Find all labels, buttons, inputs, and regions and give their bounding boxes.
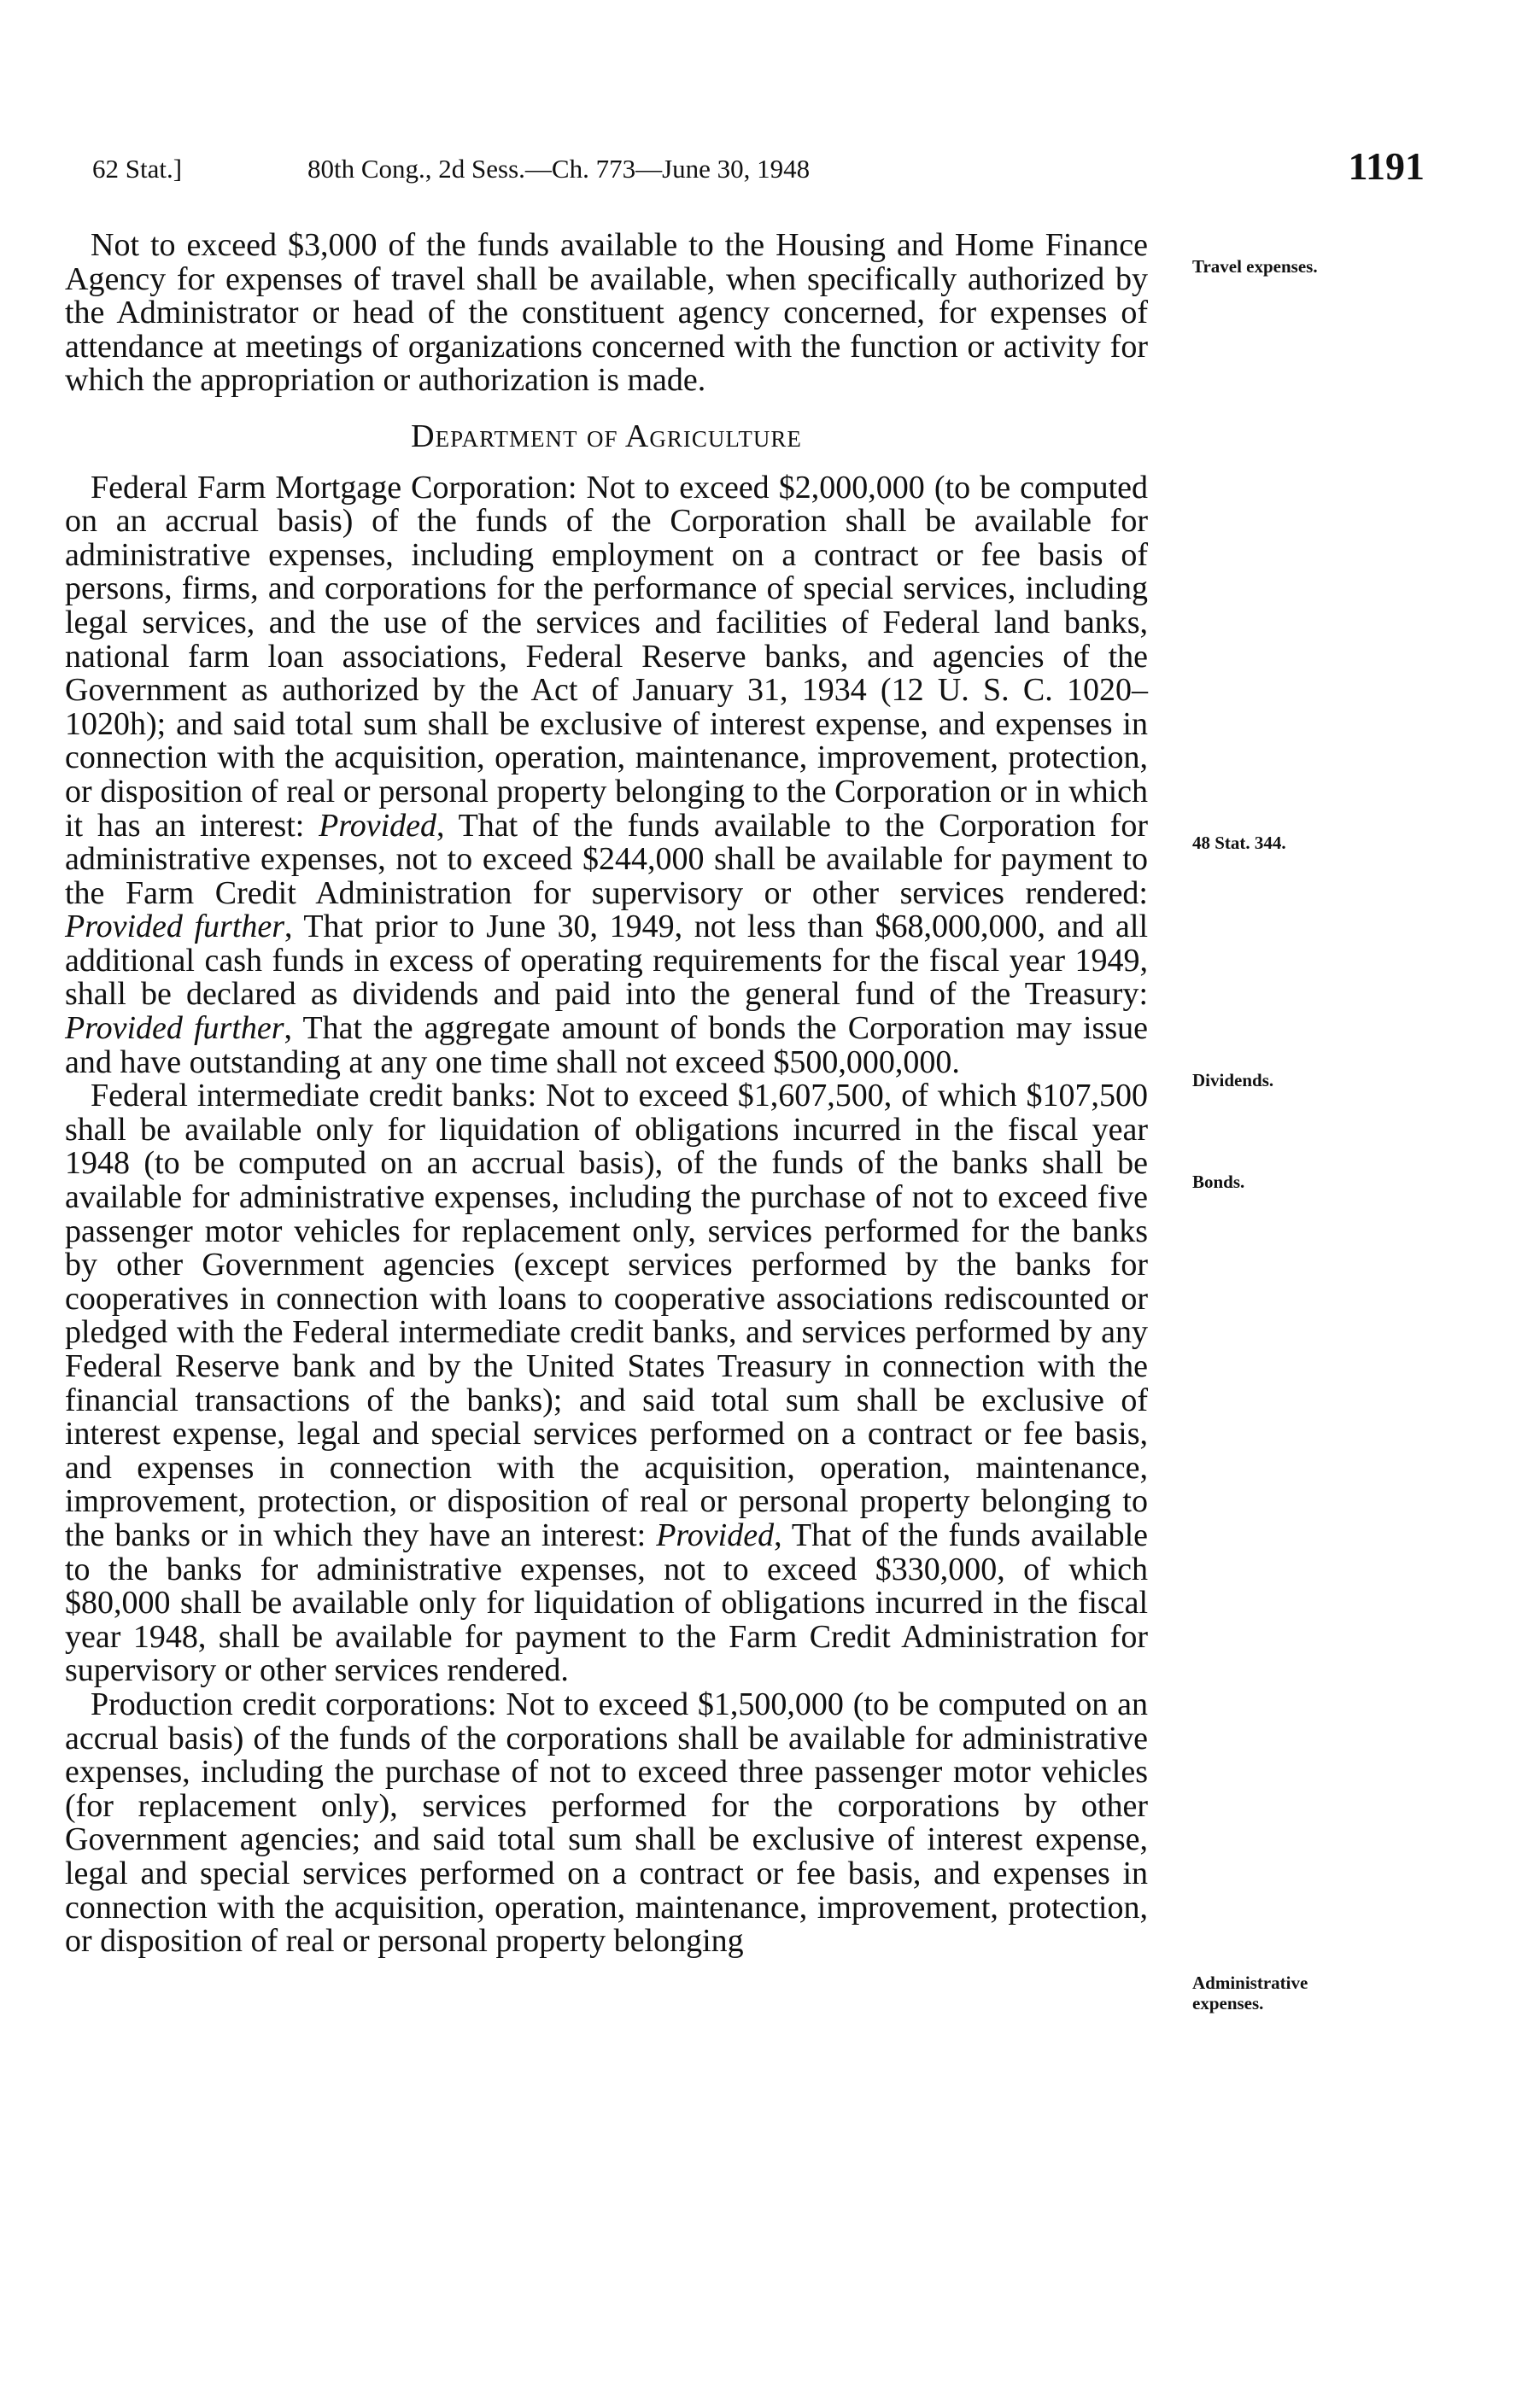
paragraph-production-credit-corporations: Production credit corporations: Not to exceed $1,500,000 (to be computed on an accrual basis) of the funds of the corporations shall be available for administrative expenses, including the purchase of not to exceed three passenger motor vehicles (for replacement only), services performed for the corporations by other Government agencies; and said total sum shall be exclusive of interest expense, legal and special services performed on a contract or fee basis, and expenses in connection with the acquisition, operation, maintenance, improvement, protection, or disposition of real or personal property belonging [65,1686,1148,1960]
section-heading: Department of Agriculture [411,418,802,454]
margin-note-statute-citation: 48 Stat. 344. [1192,833,1286,853]
paragraph-text: , That prior to June 30, 1949, not less than $68,000,000, and all additional cash funds in excess of operating requirements for the fiscal year 1949, shall be declared as dividends and paid into the general fund of the Treasury: [65,909,1148,1013]
margin-note-dividends: Dividends. [1192,1070,1274,1090]
paragraph-text: Federal intermediate credit banks: Not to exceed $1,607,500, of which $107,500 shall be available only for liquidation of obligations incurred in the fiscal year 1948 (to be computed on an accrual basis), of the funds of the banks shall be available for administrative expenses, including the purchase of not to exceed five passenger motor vehicles for replacement only, services performed for the banks by other Government agencies (except services performed by the banks for cooperatives in connection with loans to cooperative associations rediscounted or pledged with the Federal intermediate credit banks, and services performed by any Federal Reserve bank and by the United States Treasury in connection with the financial transactions of the banks); and said total sum shall be exclusive of interest expense, legal and special services performed on a contract or fee basis, and expenses in connection with the acquisition, operation, maintenance, improvement, protection, or disposition of real or personal property belonging to the banks or in which they have an interest: [65,1078,1148,1553]
margin-note-bonds: Bonds. [1192,1172,1245,1192]
paragraph-federal-farm-mortgage-corporation [65,471,1148,1080]
margin-note-travel-expenses: Travel expenses. [1192,256,1318,277]
statute-reference: 62 Stat.] [92,154,183,184]
proviso-label: Provided further [65,909,285,945]
page-number: 1191 [1348,144,1425,188]
main-text-column [65,229,1148,1959]
proviso-label: Provided further [65,1010,284,1047]
margin-note-administrative-expenses: Administrative expenses. [1192,1973,1308,2013]
paragraph-text: Federal Farm Mortgage Corporation: Not to exceed $2,000,000 (to be computed on an accrual basis) of the funds of the Corporation shall be available for administrative expenses, including employment on a contract or fee basis of persons, firms, and corporations for the performance of special services, including legal services, and the use of the services and facilities of Federal land banks, national farm loan associations, Federal Reserve banks, and agencies of the Government as authorized by the Act of January 31, 1934 (12 U. S. C. 1020–1020h); and said total sum shall be exclusive of interest expense, and expenses in connection with the acquisition, operation, maintenance, improvement, protection, or disposition of real or personal property belonging to the Corporation or in which it has an interest: [65,469,1148,844]
paragraph-federal-intermediate-credit-banks [65,1079,1148,1688]
proviso-label: Provided [319,807,437,844]
paragraph-travel-expenses: Not to exceed $3,000 of the funds available to the Housing and Home Finance Agency for expenses of travel shall be available, when specifically authorized by the Administrator or head of the constituent agency concerned, for expenses of attendance at meetings of organizations concerned with the function or activity for which the appropriation or authorization is made. [65,227,1148,399]
paragraph-text: , That of the funds available to the banks for administrative expenses, not to exceed $330,000, of which $80,000 shall be available only for liquidation of obligations incurred in the fiscal year 1948, shall be available for payment to the Farm Credit Administration for supervisory or other services rendered. [65,1517,1148,1689]
paragraph-text: , That the aggregate amount of bonds the Corporation may issue and have outstanding at any one time shall not exceed $500,000,000. [65,1010,1148,1080]
session-chapter-date: 80th Cong., 2d Sess.—Ch. 773—June 30, 1948 [307,154,811,184]
paragraph-text: , That of the funds available to the Corporation for administrative expenses, not to exceed $244,000 shall be available for payment to the Farm Credit Administration for supervisory or other services rendered: [65,807,1148,911]
proviso-label: Provided [656,1517,775,1553]
running-header [92,143,1425,195]
